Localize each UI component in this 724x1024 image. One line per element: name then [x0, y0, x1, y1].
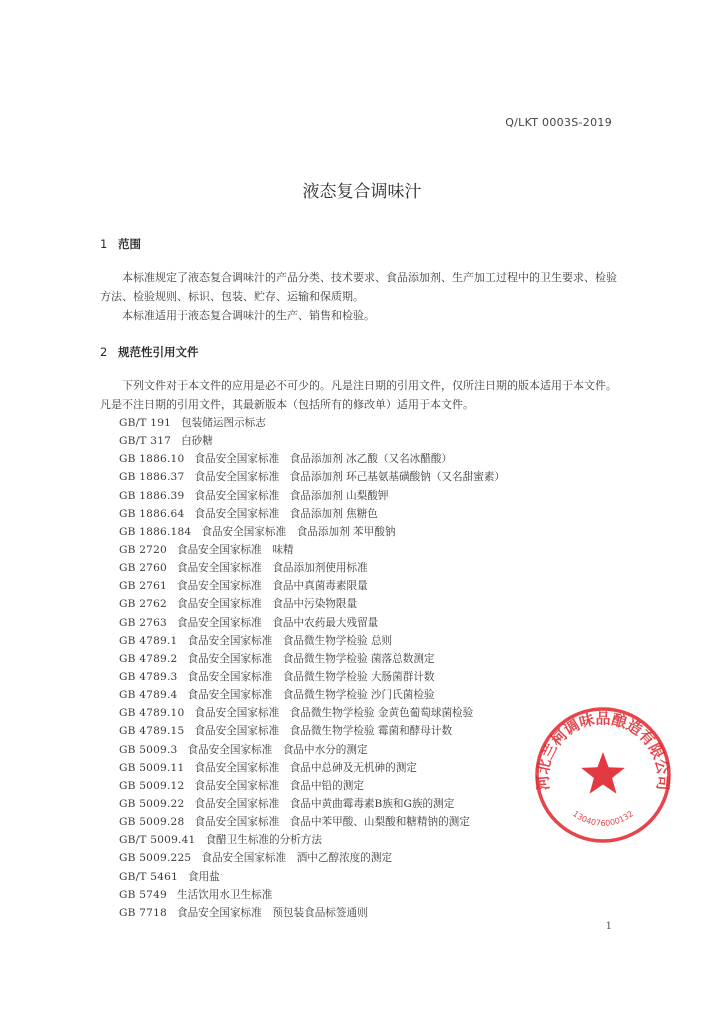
list-item — [119, 414, 505, 432]
list-item — [119, 632, 505, 650]
reference-code: GB 1886.39 — [119, 489, 185, 502]
reference-code: GB 5009.11 — [119, 761, 185, 774]
section-2-body — [100, 376, 620, 414]
section-1-body — [100, 268, 620, 325]
reference-title: 食品安全国家标准 食品添加剂 环己基氨基磺酸钠（又名甜蜜素） — [194, 471, 506, 484]
list-item — [119, 868, 505, 886]
reference-code: GB 7718 — [119, 906, 167, 919]
list-item — [119, 668, 505, 686]
document-code: Q/LKT 0003S-2019 — [505, 116, 612, 129]
reference-title: 食品安全国家标准 食品添加剂 山梨酸钾 — [194, 489, 389, 502]
reference-title: 食品安全国家标准 食品微生物学检验 霉菌和酵母计数 — [194, 725, 453, 738]
seal-company-name: 河北兰柯调味品酿造有限公司 — [533, 709, 673, 792]
company-seal — [533, 705, 673, 845]
reference-list — [119, 414, 505, 922]
reference-code: GB 5009.225 — [119, 852, 192, 865]
reference-code: GB 5009.12 — [119, 779, 185, 792]
reference-title: 食醋卫生标准的分析方法 — [205, 834, 322, 847]
reference-title: 食品安全国家标准 食品添加剂 冰乙酸（又名冰醋酸） — [194, 453, 453, 466]
list-item — [119, 468, 505, 486]
list-item — [119, 541, 505, 559]
reference-code: GB 5009.22 — [119, 797, 185, 810]
list-item — [119, 595, 505, 613]
list-item — [119, 831, 505, 849]
page-number: 1 — [605, 921, 612, 932]
list-item — [119, 650, 505, 668]
reference-code: GB 4789.4 — [119, 689, 178, 702]
reference-title: 包装储运图示标志 — [181, 417, 266, 429]
reference-title: 食品安全国家标准 食品微生物学检验 大肠菌群计数 — [187, 670, 435, 683]
list-item — [119, 886, 505, 904]
reference-code: GB/T 317 — [119, 435, 172, 448]
list-item — [119, 487, 505, 505]
reference-title: 食品安全国家标准 食品中黄曲霉毒素B族和G族的测定 — [194, 797, 455, 810]
reference-code: GB 2720 — [119, 543, 167, 556]
reference-code: GB/T 5461 — [119, 870, 179, 883]
list-item — [119, 904, 505, 922]
reference-title: 食品安全国家标准 味精 — [176, 543, 294, 556]
reference-code: GB/T 191 — [119, 417, 172, 429]
reference-code: GB 1886.10 — [119, 453, 185, 466]
list-item — [119, 523, 505, 541]
reference-code: GB 4789.1 — [119, 634, 178, 647]
reference-title: 食品安全国家标准 食品中污染物限量 — [176, 598, 358, 611]
list-item — [119, 432, 505, 450]
reference-code: GB 2760 — [119, 562, 167, 575]
list-item — [119, 741, 505, 759]
reference-code: GB 2762 — [119, 598, 167, 611]
reference-title: 食用盐 — [188, 870, 220, 883]
section-2-heading — [100, 344, 199, 360]
reference-title: 食品安全国家标准 食品中水分的测定 — [187, 743, 368, 756]
reference-code: GB 4789.3 — [119, 670, 178, 683]
list-item — [119, 505, 505, 523]
reference-title: 食品安全国家标准 食品中苯甲酸、山梨酸和糖精钠的测定 — [194, 816, 470, 829]
reference-code: GB 1886.64 — [119, 507, 185, 520]
list-item — [119, 559, 505, 577]
seal-number: 1304076000132 — [571, 809, 635, 828]
list-item — [119, 614, 505, 632]
section-1-title: 范围 — [118, 237, 141, 251]
list-item — [119, 450, 505, 468]
reference-title: 生活饮用水卫生标准 — [176, 888, 273, 901]
list-item — [119, 849, 505, 867]
reference-title: 白砂糖 — [181, 435, 213, 448]
reference-code: GB 1886.37 — [119, 471, 185, 484]
reference-code: GB 1886.184 — [119, 525, 192, 538]
list-item — [119, 777, 505, 795]
reference-title: 食品安全国家标准 食品中铅的测定 — [194, 779, 364, 792]
list-item — [119, 722, 505, 740]
reference-title: 食品安全国家标准 食品添加剂使用标准 — [176, 562, 368, 575]
document-title: 液态复合调味汁 — [302, 182, 422, 202]
section-1-number: 1 — [100, 237, 108, 251]
reference-code: GB 5009.3 — [119, 743, 178, 756]
reference-title: 食品安全国家标准 酒中乙醇浓度的测定 — [201, 852, 393, 865]
list-item — [119, 795, 505, 813]
reference-code: GB/T 5009.41 — [119, 834, 196, 847]
reference-title: 食品安全国家标准 食品微生物学检验 总则 — [187, 634, 393, 647]
list-item — [119, 577, 505, 595]
section-2-paragraph: 下列文件对于本文件的应用是必不可少的。凡是注日期的引用文件，仅所注日期的版本适用于本文件。凡是不注日期的引用文件，其最新版本（包括所有的修改单）适用于本文件。 — [100, 379, 617, 411]
reference-title: 食品安全国家标准 食品微生物学检验 金黄色葡萄球菌检验 — [194, 707, 474, 720]
list-item — [119, 813, 505, 831]
reference-code: GB 5009.28 — [119, 816, 185, 829]
section-1-paragraph: 本标准规定了液态复合调味汁的产品分类、技术要求、食品添加剂、生产加工过程中的卫生要求、检验方法、检验规则、标识、包装、贮存、运输和保质期。 — [100, 271, 617, 303]
reference-code: GB 2763 — [119, 616, 167, 629]
reference-code: GB 4789.10 — [119, 707, 185, 720]
section-1-heading — [100, 236, 141, 252]
reference-title: 食品安全国家标准 食品添加剂 焦糖色 — [194, 507, 378, 520]
reference-title: 食品安全国家标准 食品中总砷及无机砷的测定 — [194, 761, 417, 774]
seal-star-icon — [581, 752, 625, 794]
reference-code: GB 2761 — [119, 580, 167, 593]
reference-title: 食品安全国家标准 食品添加剂 苯甲酸钠 — [201, 525, 396, 538]
reference-title: 食品安全国家标准 食品微生物学检验 沙门氏菌检验 — [187, 689, 435, 702]
list-item — [119, 759, 505, 777]
reference-code: GB 4789.15 — [119, 725, 185, 738]
reference-code: GB 4789.2 — [119, 652, 178, 665]
reference-title: 食品安全国家标准 食品中真菌毒素限量 — [176, 580, 368, 593]
reference-code: GB 5749 — [119, 888, 167, 901]
reference-title: 食品安全国家标准 预包装食品标签通则 — [176, 906, 368, 919]
list-item — [119, 704, 505, 722]
reference-title: 食品安全国家标准 食品中农药最大残留量 — [176, 616, 379, 629]
reference-title: 食品安全国家标准 食品微生物学检验 菌落总数测定 — [187, 652, 435, 665]
section-2-title: 规范性引用文件 — [118, 345, 199, 359]
list-item — [119, 686, 505, 704]
section-1-paragraph: 本标准适用于液态复合调味汁的生产、销售和检验。 — [122, 309, 375, 322]
section-2-number: 2 — [100, 345, 108, 359]
